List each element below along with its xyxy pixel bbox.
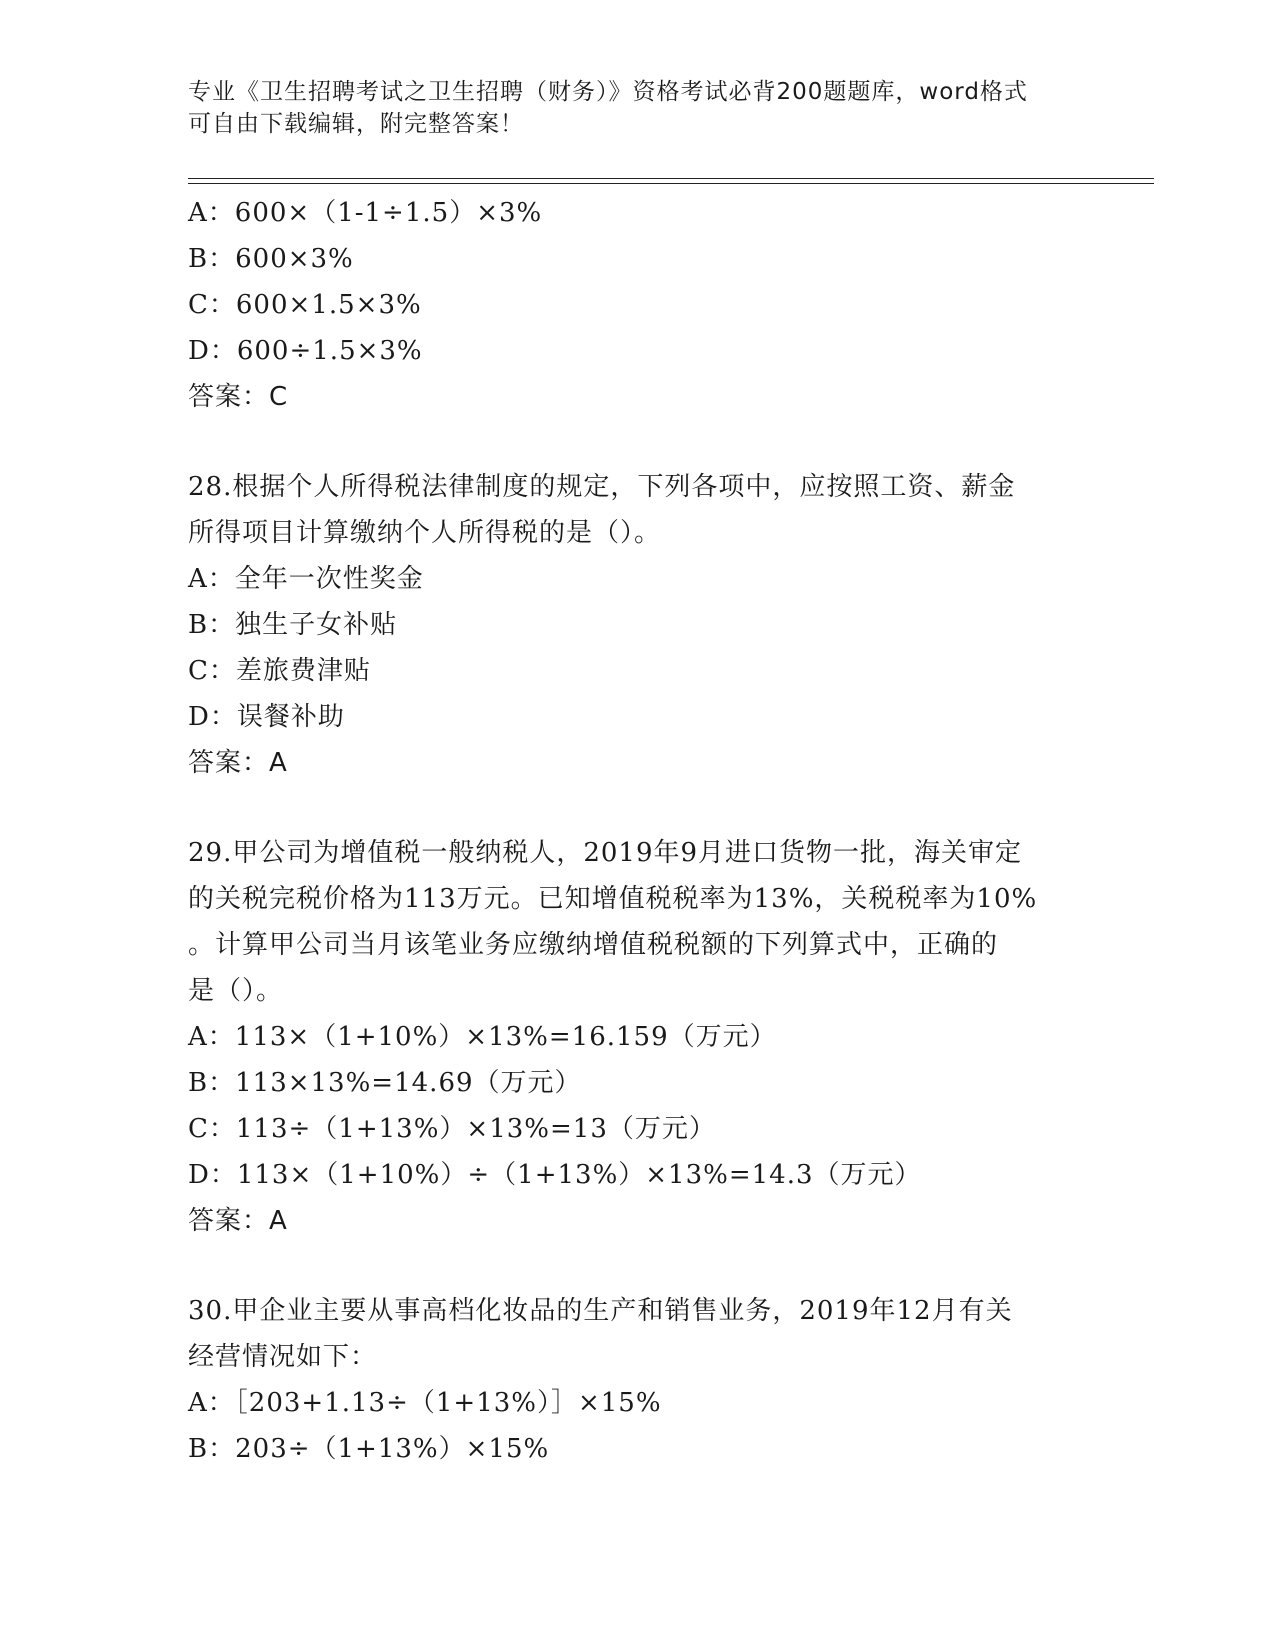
q29-option-d: D：113×（1+10%）÷（1+13%）×13%=14.3（万元）: [188, 1160, 922, 1190]
q27-option-d: D：600÷1.5×3%: [188, 336, 423, 366]
q28-answer: 答案：A: [188, 748, 288, 778]
q29-stem-line-2: 的关税完税价格为113万元。已知增值税税率为13%，关税税率为10%: [188, 884, 1038, 914]
q28-option-a: A：全年一次性奖金: [188, 564, 424, 594]
header-line-2: 可自由下载编辑，附完整答案！: [188, 111, 524, 137]
question-28: [188, 464, 1088, 786]
q29-stem-line-3: 。计算甲公司当月该笔业务应缴纳增值税税额的下列算式中，正确的: [188, 930, 999, 960]
question-29: [188, 830, 1088, 1244]
question-30: [188, 1288, 1088, 1472]
q29-option-b: B：113×13%=14.69（万元）: [188, 1068, 582, 1098]
q29-stem-line-1: 29.甲公司为增值税一般纳税人，2019年9月进口货物一批，海关审定: [188, 838, 1023, 868]
q27-option-b: B：600×3%: [188, 244, 354, 274]
header-divider-top: [188, 178, 1154, 179]
q28-option-d: D：误餐补助: [188, 702, 345, 732]
q27-answer: 答案：C: [188, 382, 289, 412]
q30-stem-line-1: 30.甲企业主要从事高档化妆品的生产和销售业务，2019年12月有关: [188, 1296, 1013, 1326]
q29-answer: 答案：A: [188, 1206, 288, 1236]
question-27: [188, 190, 1088, 420]
header-divider-bottom: [188, 183, 1154, 184]
document-header: [188, 76, 1068, 140]
q27-option-a: A：600×（1-1÷1.5）×3%: [188, 198, 543, 228]
q28-option-b: B：独生子女补贴: [188, 610, 398, 640]
q30-stem-line-2: 经营情况如下：: [188, 1342, 378, 1372]
q29-option-c: C：113÷（1+13%）×13%=13（万元）: [188, 1114, 716, 1144]
q30-option-a: A：［203+1.13÷（1+13%）］×15%: [188, 1388, 662, 1418]
q29-stem-line-4: 是（）。: [188, 976, 284, 1006]
question-list: [188, 190, 1088, 1472]
q28-option-c: C：差旅费津贴: [188, 656, 371, 686]
q29-option-a: A：113×（1+10%）×13%=16.159（万元）: [188, 1022, 777, 1052]
q28-stem-line-2: 所得项目计算缴纳个人所得税的是（）。: [188, 518, 662, 548]
q27-option-c: C：600×1.5×3%: [188, 290, 422, 320]
header-line-1: 专业《卫生招聘考试之卫生招聘（财务）》资格考试必背200题题库，word格式: [188, 79, 1028, 105]
q28-stem-line-1: 28.根据个人所得税法律制度的规定，下列各项中，应按照工资、薪金: [188, 472, 1016, 502]
q30-option-b: B：203÷（1+13%）×15%: [188, 1434, 550, 1464]
